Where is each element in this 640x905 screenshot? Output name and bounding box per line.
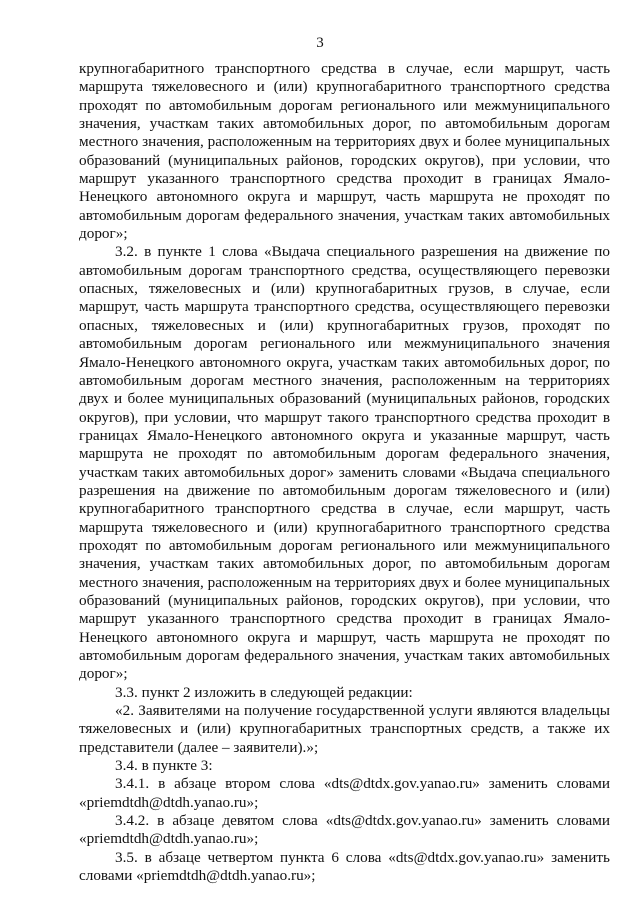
paragraph-3-2: 3.2. в пункте 1 слова «Выдача специального разрешения на движение по автомобильным дорогам транспортного средства, осуществляющего перевозки опасных, тяжеловесных и (или) крупногабаритных грузов, в случае, если маршрут, часть маршрута транспортного средства, осуществляющего перевозки опасных, тяжеловесных и (или) крупногабаритных грузов, проходят по автомобильным дорогам регионального или межмуниципального значения Ямало-Ненецкого автономного округа, участкам таких автомобильных дорог, по автомобильным дорогам местного значения, расположенным на территориях двух и более муниципальных образований (муниципальных районов, городских округов), при условии, что маршрут такого транспортного средства проходит в границах Ямало-Ненецкого автономного округа и указанные маршрут, часть маршрута не проходят по автомобильным дорогам федерального значения, участкам таких автомобильных дорог» заменить словами «Выдача специального разрешения на движение по автомобильным дорогам тяжеловесного и (или) крупногабаритного транспортного средства в случае, если маршрут, часть маршрута тяжеловесного и (или) крупногабаритного транспортного средства проходят по автомобильным дорогам регионального или межмуниципального значения, участкам таких автомобильных дорог, по автомобильным дорогам местного значения, расположенным на территориях двух и более муниципальных образований (муниципальных районов, городских округов), при условии, что маршрут указанного транспортного средства проходит в границах Ямало-Ненецкого автономного округа и маршрут, часть маршрута не проходят по автомобильным дорогам федерального значения, участкам таких автомобильных дорог»; <box>79 243 610 683</box>
document-body <box>79 60 610 885</box>
paragraph-3-4: 3.4. в пункте 3: <box>115 757 213 775</box>
paragraph-3-4-2: 3.4.2. в абзаце девятом слова «dts@dtdx.gov.yanao.ru» заменить словами «priemdtdh@dtdh.yanao.ru»; <box>79 812 610 848</box>
page-number: 3 <box>316 35 324 51</box>
paragraph-3-3-text: «2. Заявителями на получение государственной услуги являются владельцы тяжеловесных и (или) крупногабаритных транспортных средств, а также их представители (далее – заявители).»; <box>79 702 610 756</box>
paragraph-3-4-1: 3.4.1. в абзаце втором слова «dts@dtdx.gov.yanao.ru» заменить словами «priemdtdh@dtdh.yanao.ru»; <box>79 775 610 811</box>
paragraph-continuation: крупногабаритного транспортного средства в случае, если маршрут, часть маршрута тяжеловесного и (или) крупногабаритного транспортного средства проходят по автомобильным дорогам регионального или межмуниципального значения, участкам таких автомобильных дорог, по автомобильным дорогам местного значения, расположенным на территориях двух и более муниципальных образований (муниципальных районов, городских округов), при условии, что маршрут указанного транспортного средства проходит в границах Ямало-Ненецкого автономного округа и маршрут, часть маршрута не проходят по автомобильным дорогам федерального значения, участкам таких автомобильных дорог»; <box>79 60 610 243</box>
paragraph-3-3: 3.3. пункт 2 изложить в следующей редакции: <box>115 683 413 701</box>
paragraph-3-5: 3.5. в абзаце четвертом пункта 6 слова «dts@dtdx.gov.yanao.ru» заменить словами «priemdtdh@dtdh.yanao.ru»; <box>79 848 610 885</box>
